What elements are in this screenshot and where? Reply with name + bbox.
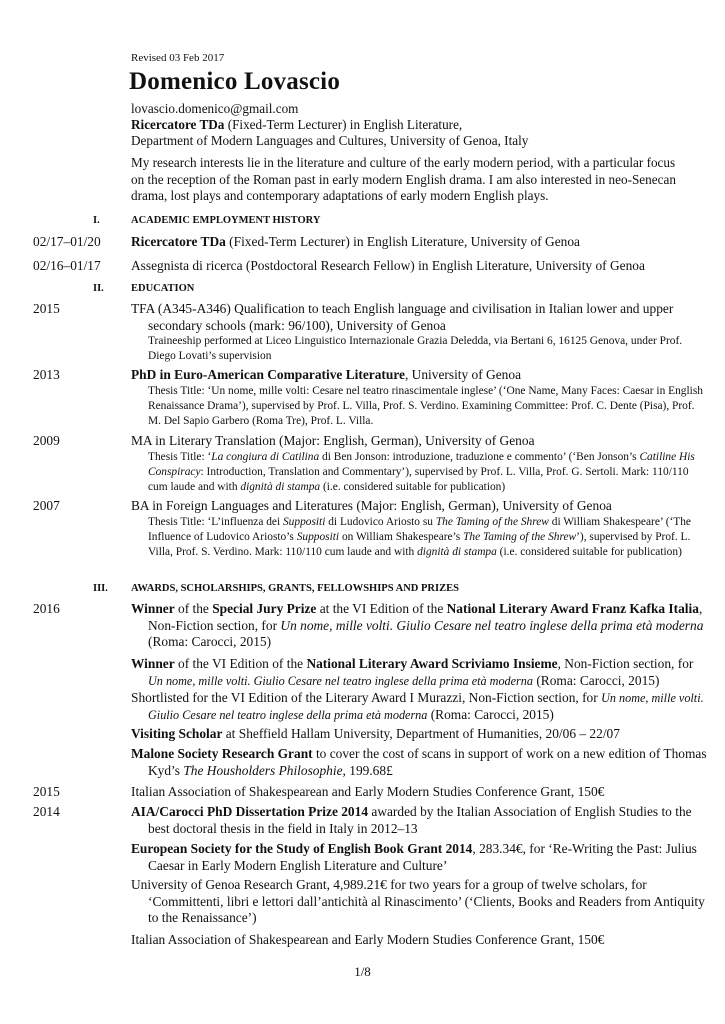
revision-date: Revised 03 Feb 2017 <box>131 52 225 64</box>
education-year: 2013 <box>33 367 60 382</box>
section-number: III. <box>93 583 108 594</box>
education-entry <box>131 433 708 495</box>
education-year: 2007 <box>33 498 60 513</box>
education-title: MA in Literary Translation (Major: English, German), University of Genoa <box>131 433 535 448</box>
award-entry: Italian Association of Shakespearean and Early Modern Studies Conference Grant, 150€ <box>131 784 605 799</box>
employment-role: Ricercatore TDa <box>131 234 226 249</box>
department-line: Department of Modern Languages and Cultures, University of Genoa, Italy <box>131 133 529 148</box>
award-entry: Malone Society Research Grant to cover the cost of scans in support of work on a new edition of Thomas Kyd’s The Housholders Philosophie, 199.68£ <box>131 746 707 778</box>
education-thesis: Thesis Title: ‘La congiura di Catilina di Ben Jonson: introduzione, traduzione e commento’ (‘Ben Jonson’s Catiline His Conspiracy: Introduction, Translation and Commentary’), supervised by Prof. L. Villa, Prof. G. Sertoli. Mark: 110/110 cum laude and with dignità di stampa (i.e. considered suitable for publication) <box>148 450 695 493</box>
education-year: 2009 <box>33 433 60 448</box>
email-link[interactable]: lovascio.domenico@gmail.com <box>131 101 299 116</box>
section-title: EDUCATION <box>131 283 195 294</box>
education-entry <box>131 301 708 364</box>
award-year: 2015 <box>33 784 60 799</box>
award-entry: Italian Association of Shakespearean and Early Modern Studies Conference Grant, 150€ <box>131 932 605 947</box>
education-title: TFA (A345-A346) Qualification to teach English language and civilisation in Italian lower and upper secondary schools (mark: 96/100), University of Genoa <box>131 301 674 333</box>
contact-block <box>131 101 691 149</box>
education-entry <box>131 367 708 429</box>
award-entry: AIA/Carocci PhD Dissertation Prize 2014 awarded by the Italian Association of English Studies to the best doctoral thesis in the field in Italy in 2012–13 <box>131 804 692 836</box>
page-number: 1/8 <box>354 964 371 979</box>
cv-name: Domenico Lovascio <box>129 68 341 95</box>
employment-entry <box>131 234 708 251</box>
education-title: PhD in Euro-American Comparative Literature <box>131 367 405 382</box>
education-thesis: Thesis Title: ‘L’influenza dei Suppositi di Ludovico Ariosto su The Taming of the Shrew di William Shakespeare’ (‘The Influence of Ludovico Ariosto’s Suppositi on William Shakespeare’s The Taming of the Shrew’), supervised by Prof. L. Villa, Prof. S. Verdino. Mark: 110/110 cum laude and with dignità di stampa (i.e. considered suitable for publication) <box>148 515 691 558</box>
section-heading-employment <box>93 215 693 226</box>
award-entry: Winner of the Special Jury Prize at the VI Edition of the National Literary Award Franz Kafka Italia, Non-Fiction section, for Un nome, mille volti. Giulio Cesare nel teatro inglese della prima età moderna (Roma: Carocci, 2015) <box>131 601 704 649</box>
education-entry <box>131 498 708 560</box>
employment-date: 02/16–01/17 <box>33 258 101 273</box>
education-institution: , University of Genoa <box>404 367 522 382</box>
award-year: 2014 <box>33 804 60 819</box>
section-title: AWARDS, SCHOLARSHIPS, GRANTS, FELLOWSHIPS AND PRIZES <box>131 583 459 594</box>
award-entry: Visiting Scholar at Sheffield Hallam University, Department of Humanities, 20/06 – 22/07 <box>131 726 620 741</box>
education-year: 2015 <box>33 301 60 316</box>
section-heading-education <box>93 283 693 294</box>
education-thesis: Thesis Title: ‘Un nome, mille volti: Cesare nel teatro rinascimentale inglese’ (‘One Name, Many Faces: Caesar in English Renaissance Drama’), supervised by Prof. L. Villa, Prof. S. Verdino. Examining Committee: Prof. C. Dente (Pisa), Prof. M. Del Sapio Garbero (Roma Tre), Prof. L. Villa. <box>148 384 703 427</box>
research-intro: My research interests lie in the literature and culture of the early modern period, with a particular focus on the reception of the Roman past in early modern English drama. I am also interested in neo-Senecan drama, lost plays and contemporary adaptations of early modern English plays. <box>131 155 676 203</box>
employment-entry <box>131 258 708 275</box>
section-number: I. <box>93 215 100 226</box>
position-title: Ricercatore TDa <box>131 117 225 132</box>
education-note: Traineeship performed at Liceo Linguistico Internazionale Grazia Deledda, via Bertani 6, 16125 Genova, under Prof. Diego Lovati’s supervision <box>148 335 683 362</box>
position-rest: (Fixed-Term Lecturer) in English Literature, <box>224 117 463 132</box>
award-year: 2016 <box>33 601 60 616</box>
section-title: ACADEMIC EMPLOYMENT HISTORY <box>131 215 321 226</box>
award-entry: European Society for the Study of English Book Grant 2014, 283.34€, for ‘Re-Writing the Past: Julius Caesar in Early Modern English Literature and Culture’ <box>131 841 697 873</box>
award-entry: University of Genoa Research Grant, 4,989.21€ for two years for a group of twelve scholars, for ‘Committenti, libri e lettori dall’antichità al Rinascimento’ (‘Clients, Books and Readers from Antiquity to the Renaissance’) <box>131 877 705 925</box>
section-heading-awards <box>93 583 693 594</box>
award-entry: Shortlisted for the VI Edition of the Literary Award I Murazzi, Non-Fiction section, for Un nome, mille volti. Giulio Cesare nel teatro inglese della prima età moderna (Roma: Carocci, 2015) <box>131 690 704 722</box>
employment-date: 02/17–01/20 <box>33 234 101 249</box>
employment-detail: Assegnista di ricerca (Postdoctoral Research Fellow) in English Literature, University of Genoa <box>131 258 645 273</box>
position-line <box>131 117 691 133</box>
education-title: BA in Foreign Languages and Literatures (Major: English, German), University of Genoa <box>131 498 612 513</box>
section-number: II. <box>93 283 104 294</box>
employment-detail: (Fixed-Term Lecturer) in English Literature, University of Genoa <box>225 234 580 249</box>
award-entry: Winner of the VI Edition of the National Literary Award Scriviamo Insieme, Non-Fiction section, for Un nome, mille volti. Giulio Cesare nel teatro inglese della prima età moderna (Roma: Carocci, 2015) <box>131 656 694 688</box>
